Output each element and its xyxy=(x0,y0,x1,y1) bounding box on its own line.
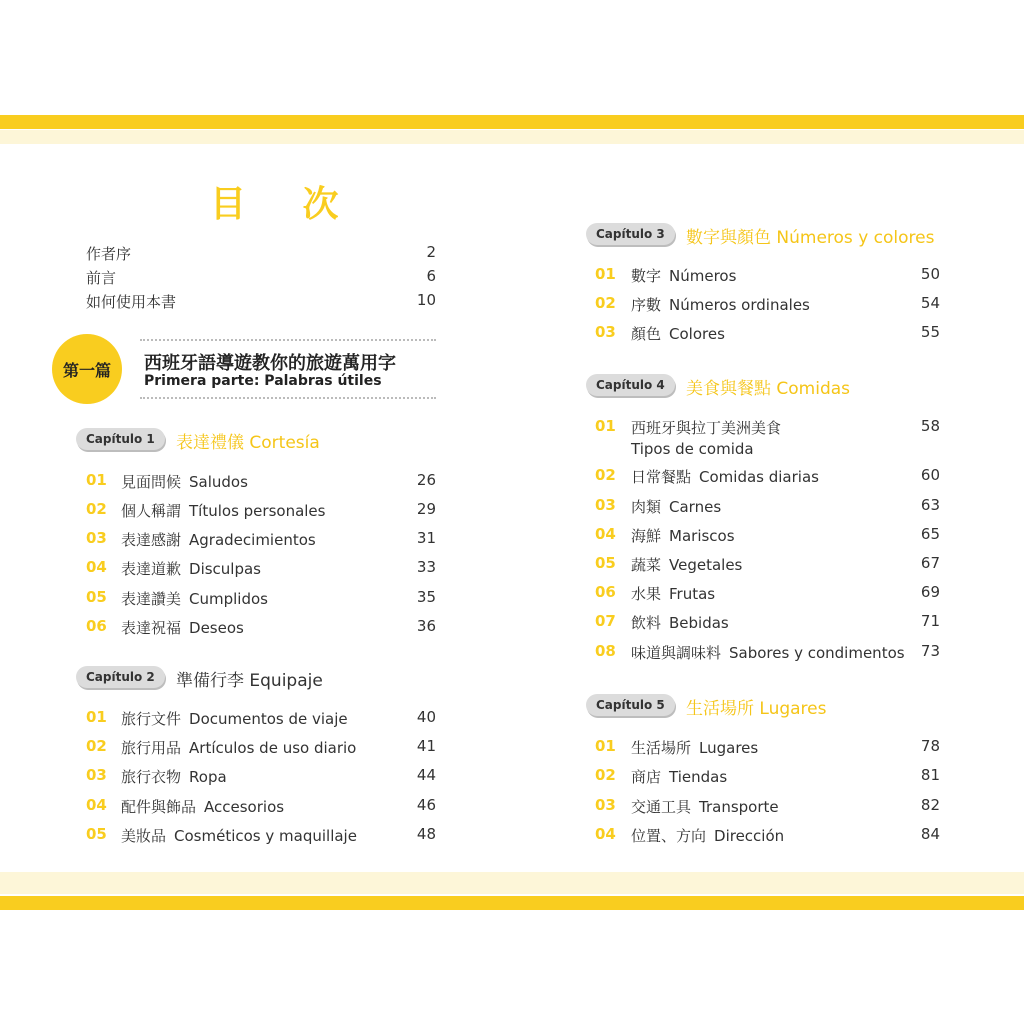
item-number: 08 xyxy=(595,642,616,660)
item-page: 81 xyxy=(920,766,940,784)
item-number: 02 xyxy=(86,737,107,755)
item-page: 29 xyxy=(416,500,436,518)
item-page: 60 xyxy=(920,466,940,484)
toc-entry[interactable]: 水果 Frutas xyxy=(631,585,716,603)
item-page: 71 xyxy=(920,612,940,630)
chapter-title[interactable]: 準備行李 Equipaje xyxy=(176,671,323,691)
item-number: 04 xyxy=(595,825,616,843)
item-number: 01 xyxy=(595,737,616,755)
toc-entry[interactable]: 旅行衣物 Ropa xyxy=(121,768,227,786)
chapter-title[interactable]: 表達禮儀 Cortesía xyxy=(176,433,320,453)
item-page: 65 xyxy=(920,525,940,543)
chapter-title[interactable]: 美食與餐點 Comidas xyxy=(686,379,851,399)
chapter-title[interactable]: 生活場所 Lugares xyxy=(686,699,827,719)
item-number: 03 xyxy=(86,529,107,547)
item-number: 05 xyxy=(86,588,107,606)
toc-entry[interactable]: 個人稱謂 Títulos personales xyxy=(121,502,326,520)
item-number: 02 xyxy=(595,766,616,784)
front-item-page: 6 xyxy=(426,267,436,285)
item-number: 04 xyxy=(595,525,616,543)
item-page: 78 xyxy=(920,737,940,755)
toc-entry[interactable]: 日常餐點 Comidas diarias xyxy=(631,468,819,486)
item-page: 33 xyxy=(416,558,436,576)
item-number: 02 xyxy=(595,466,616,484)
dotted-divider xyxy=(140,397,436,399)
toc-entry[interactable]: 飲料 Bebidas xyxy=(631,614,729,632)
chapter-title[interactable]: 數字與顏色 Números y colores xyxy=(686,228,935,248)
item-number: 05 xyxy=(86,825,107,843)
item-page: 44 xyxy=(416,766,436,784)
toc-entry[interactable]: 海鮮 Mariscos xyxy=(631,527,735,545)
bottom-faint-band xyxy=(0,872,1024,894)
toc-entry[interactable]: 表達感謝 Agradecimientos xyxy=(121,531,316,549)
toc-entry[interactable]: 西班牙與拉丁美洲美食 Tipos de comida xyxy=(631,419,782,458)
item-page: 46 xyxy=(416,796,436,814)
part-badge: 第一篇 xyxy=(52,334,122,404)
item-page: 55 xyxy=(920,323,940,341)
item-page: 73 xyxy=(920,642,940,660)
item-number: 02 xyxy=(595,294,616,312)
toc-entry[interactable]: 表達讚美 Cumplidos xyxy=(121,590,268,608)
item-page: 84 xyxy=(920,825,940,843)
item-page: 40 xyxy=(416,708,436,726)
item-page: 54 xyxy=(920,294,940,312)
item-number: 06 xyxy=(595,583,616,601)
toc-entry[interactable]: 序數 Números ordinales xyxy=(631,296,810,314)
item-page: 67 xyxy=(920,554,940,572)
top-yellow-band xyxy=(0,115,1024,129)
item-number: 03 xyxy=(595,496,616,514)
toc-entry[interactable]: 美妝品 Cosméticos y maquillaje xyxy=(121,827,357,845)
toc-entry[interactable]: 商店 Tiendas xyxy=(631,768,728,786)
front-item-label[interactable]: 前言 xyxy=(86,269,117,287)
toc-entry[interactable]: 味道與調味料 Sabores y condimentos xyxy=(631,644,905,662)
front-item-page: 10 xyxy=(416,291,436,309)
item-number: 02 xyxy=(86,500,107,518)
toc-entry[interactable]: 顏色 Colores xyxy=(631,325,725,343)
toc-entry[interactable]: 旅行用品 Artículos de uso diario xyxy=(121,739,357,757)
chapter-label: Capítulo 1 xyxy=(76,428,165,450)
item-number: 05 xyxy=(595,554,616,572)
toc-entry[interactable]: 交通工具 Transporte xyxy=(631,798,779,816)
item-number: 01 xyxy=(86,708,107,726)
chapter-label: Capítulo 2 xyxy=(76,666,165,688)
item-page: 36 xyxy=(416,617,436,635)
item-page: 82 xyxy=(920,796,940,814)
front-item-page: 2 xyxy=(426,243,436,261)
chapter-label: Capítulo 5 xyxy=(586,694,675,716)
toc-entry[interactable]: 配件與飾品 Accesorios xyxy=(121,798,285,816)
top-faint-band xyxy=(0,130,1024,144)
item-page: 50 xyxy=(920,265,940,283)
toc-entry[interactable]: 位置、方向 Dirección xyxy=(631,827,785,845)
item-number: 03 xyxy=(86,766,107,784)
item-number: 04 xyxy=(86,558,107,576)
item-page: 35 xyxy=(416,588,436,606)
item-number: 07 xyxy=(595,612,616,630)
page-title: 目 次 xyxy=(210,184,361,225)
chapter-label: Capítulo 3 xyxy=(586,223,675,245)
item-number: 01 xyxy=(595,417,616,435)
part-title-es: Primera parte: Palabras útiles xyxy=(144,373,382,389)
item-page: 69 xyxy=(920,583,940,601)
item-page: 31 xyxy=(416,529,436,547)
front-item-label[interactable]: 作者序 xyxy=(86,245,132,263)
toc-entry[interactable]: 蔬菜 Vegetales xyxy=(631,556,743,574)
toc-entry[interactable]: 旅行文件 Documentos de viaje xyxy=(121,710,348,728)
item-number: 03 xyxy=(595,323,616,341)
item-page: 26 xyxy=(416,471,436,489)
item-page: 63 xyxy=(920,496,940,514)
toc-entry[interactable]: 肉類 Carnes xyxy=(631,498,722,516)
toc-entry[interactable]: 數字 Números xyxy=(631,267,737,285)
toc-entry[interactable]: 表達道歉 Disculpas xyxy=(121,560,261,578)
toc-entry[interactable]: 生活場所 Lugares xyxy=(631,739,759,757)
item-number: 06 xyxy=(86,617,107,635)
toc-entry[interactable]: 表達祝福 Deseos xyxy=(121,619,244,637)
item-page: 58 xyxy=(920,417,940,435)
bottom-yellow-band xyxy=(0,896,1024,910)
item-number: 01 xyxy=(86,471,107,489)
front-item-label[interactable]: 如何使用本書 xyxy=(86,293,177,311)
item-page: 41 xyxy=(416,737,436,755)
item-number: 01 xyxy=(595,265,616,283)
chapter-label: Capítulo 4 xyxy=(586,374,675,396)
toc-entry[interactable]: 見面問候 Saludos xyxy=(121,473,248,491)
part-title-zh: 西班牙語導遊教你的旅遊萬用字 xyxy=(144,353,396,374)
dotted-divider xyxy=(140,339,436,341)
item-page: 48 xyxy=(416,825,436,843)
item-number: 03 xyxy=(595,796,616,814)
item-number: 04 xyxy=(86,796,107,814)
